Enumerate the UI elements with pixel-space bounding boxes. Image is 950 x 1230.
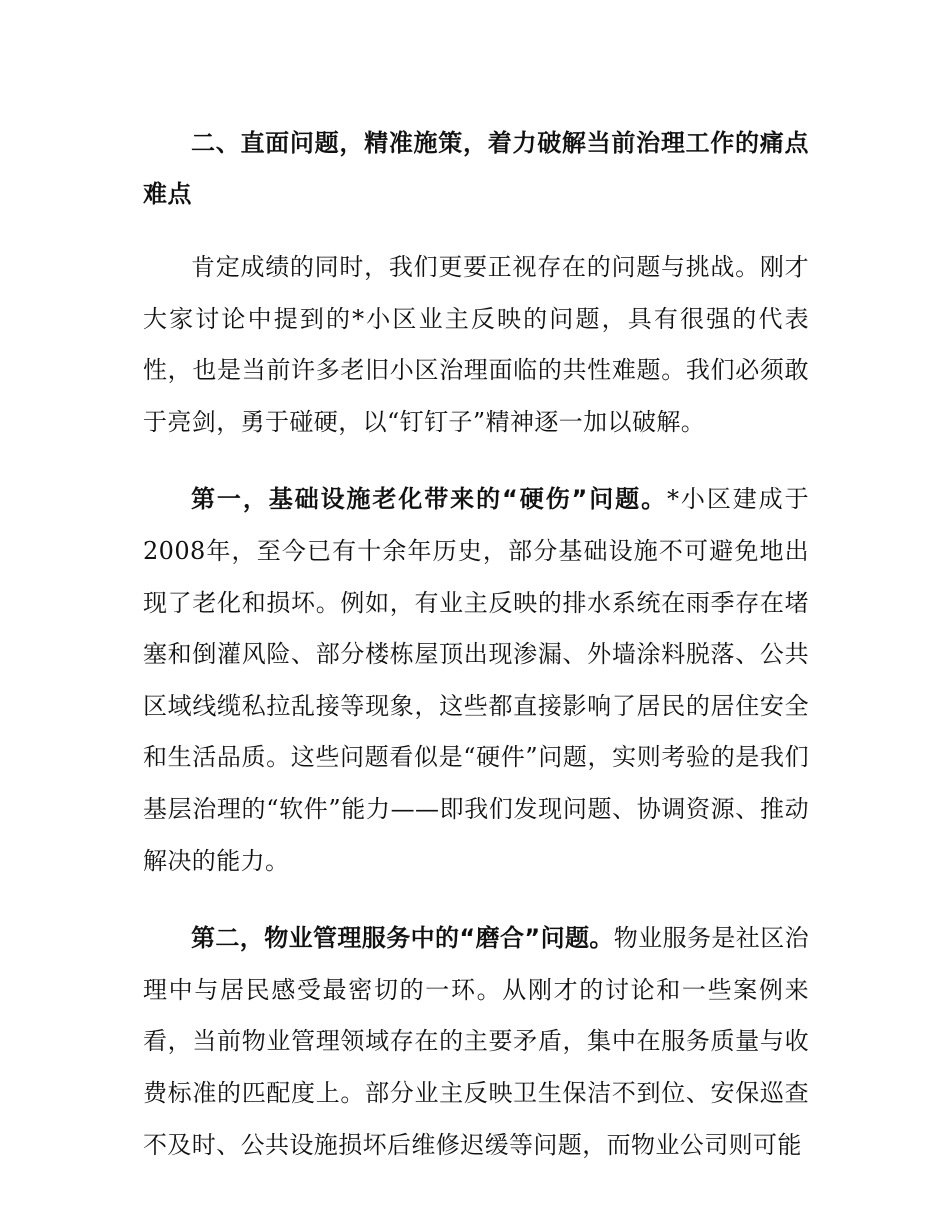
section-heading: 二、直面问题，精准施策，着力破解当前治理工作的痛点难点 (143, 129, 809, 208)
spacer (143, 448, 809, 474)
paragraph-first-point (143, 474, 809, 887)
paragraph-second-point-text: 物业服务是社区治理中与居民感受最密切的一环。从刚才的讨论和一些案例来看，当前物业管理领域存在的主要矛盾，集中在服务质量与收费标准的匹配度上。部分业主反映卫生保洁不到位、安保巡查不及时、公共设施损坏后维修迟缓等问题，而物业公司则可能 (143, 924, 809, 1159)
document-content (143, 118, 809, 1171)
paragraph-first-point-lead: 第一，基础设施老化带来的“硬伤”问题。 (191, 485, 667, 514)
paragraph-second-point (143, 913, 809, 1171)
paragraph-second-point-lead: 第二，物业管理服务中的“磨合”问题。 (191, 924, 614, 953)
paragraph-first-point-text: *小区建成于2008年，至今已有十余年历史，部分基础设施不可避免地出现了老化和损坏。例如，有业主反映的排水系统在雨季存在堵塞和倒灌风险、部分楼栋屋顶出现渗漏、外墙涂料脱落、公共区域线缆私拉乱接等现象，这些都直接影响了居民的居住安全和生活品质。这些问题看似是“硬件”问题，实则考验的是我们基层治理的“软件”能力——即我们发现问题、协调资源、推动解决的能力。 (143, 485, 809, 875)
paragraph-intro (143, 242, 809, 448)
spacer (143, 220, 809, 242)
spacer (143, 887, 809, 913)
paragraph-intro-text: 肯定成绩的同时，我们更要正视存在的问题与挑战。刚才大家讨论中提到的*小区业主反映的问题，具有很强的代表性，也是当前许多老旧小区治理面临的共性难题。我们必须敢于亮剑，勇于碰硬，以“钉钉子”精神逐一加以破解。 (143, 253, 809, 436)
